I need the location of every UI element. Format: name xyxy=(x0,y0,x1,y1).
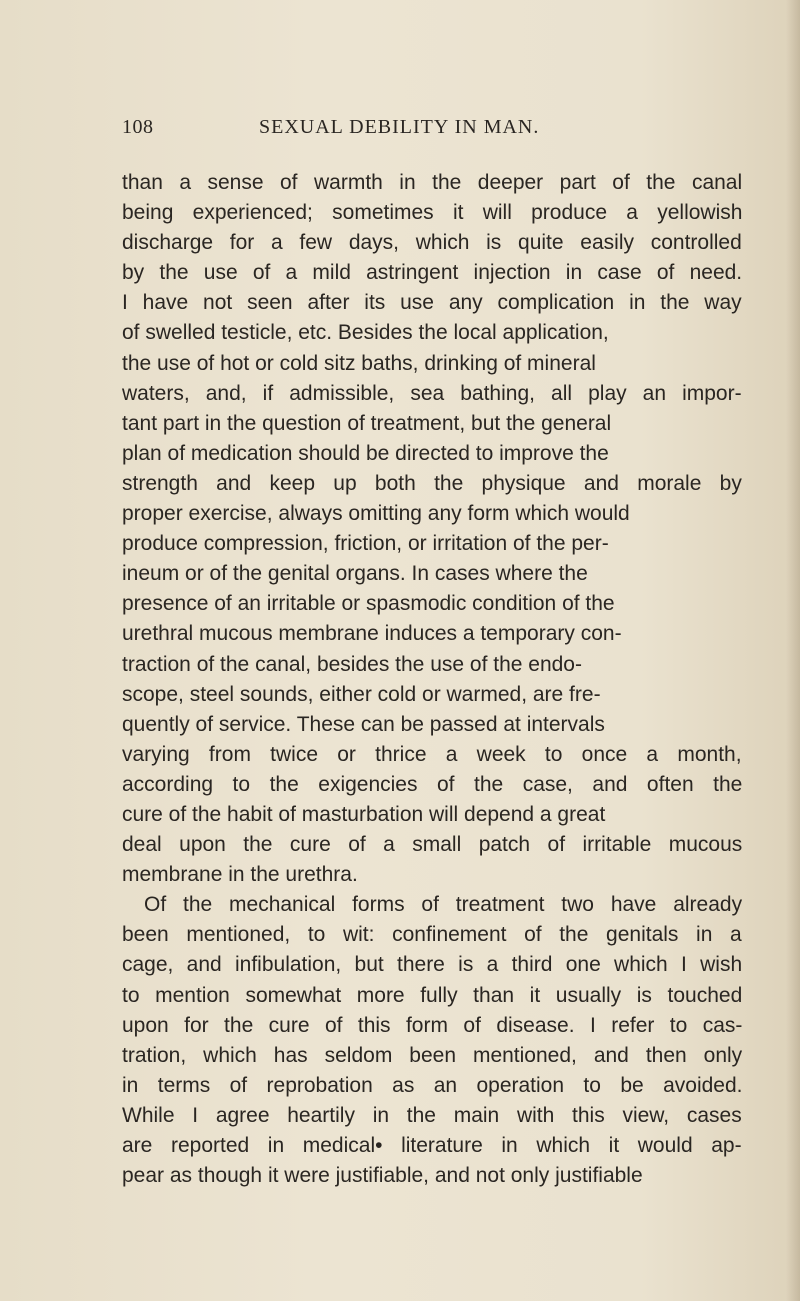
text-line: cage, and infibulation, but there is a third one which I wish xyxy=(122,953,743,977)
text-line: strength and keep up both the physique and morale by xyxy=(122,471,742,495)
running-title: SEXUAL DEBILITY IN MAN. xyxy=(259,116,540,138)
text-line: deal upon the cure of a small patch of irritable mucous xyxy=(122,833,743,857)
page-edge-shadow xyxy=(786,0,800,1301)
text-line: produce compression, friction, or irritation of the per- xyxy=(122,532,609,556)
text-line: quently of service. These can be passed at intervals xyxy=(122,712,605,736)
text-line: waters, and, if admissible, sea bathing, all play an impor- xyxy=(122,381,742,405)
text-line: cure of the habit of masturbation will depend a great xyxy=(122,802,606,826)
text-line: are reported in medical• literature in which it would ap- xyxy=(122,1134,742,1157)
body-text xyxy=(122,168,742,1191)
text-line: Of the mechanical forms of treatment two have already xyxy=(144,893,743,917)
running-head xyxy=(122,116,697,142)
text-line: according to the exigencies of the case, and often the xyxy=(122,772,743,796)
text-line: urethral mucous membrane induces a temporary con- xyxy=(122,622,622,646)
text-line: While I agree heartily in the main with this view, cases xyxy=(122,1103,742,1127)
text-line: presence of an irritable or spasmodic condition of the xyxy=(122,592,615,616)
text-line: to mention somewhat more fully than it usually is touched xyxy=(122,983,743,1007)
text-line: than a sense of warmth in the deeper part of the canal xyxy=(122,171,743,194)
text-line: of swelled testicle, etc. Besides the local application, xyxy=(122,321,609,345)
text-line: varying from twice or thrice a week to once a month, xyxy=(122,742,742,766)
text-line: being experienced; sometimes it will produce a yellowish xyxy=(122,201,743,225)
text-line: I have not seen after its use any complication in the way xyxy=(122,291,742,315)
text-line: discharge for a few days, which is quite easily controlled xyxy=(122,231,742,255)
text-line: upon for the cure of this form of disease. I refer to cas- xyxy=(122,1013,743,1037)
text-line: tant part in the question of treatment, but the general xyxy=(122,411,612,435)
text-line: tration, which has seldom been mentioned, and then only xyxy=(122,1043,743,1067)
text-line: been mentioned, to wit: confinement of the genitals in a xyxy=(122,923,742,947)
text-line: traction of the canal, besides the use of the endo- xyxy=(122,652,582,676)
text-line: in terms of reprobation as an operation to be avoided. xyxy=(122,1073,743,1097)
text-line: proper exercise, always omitting any form which would xyxy=(122,502,630,526)
page-number: 108 xyxy=(122,116,154,138)
text-line: ineum or of the genital organs. In cases where the xyxy=(122,562,588,586)
text-line: the use of hot or cold sitz baths, drinking of mineral xyxy=(122,351,596,375)
text-line: pear as though it were justifiable, and not only justifiable xyxy=(122,1164,643,1188)
text-line: scope, steel sounds, either cold or warmed, are fre- xyxy=(122,682,601,706)
text-line: plan of medication should be directed to improve the xyxy=(122,441,609,465)
text-line: by the use of a mild astringent injection in case of need. xyxy=(122,261,743,285)
text-line: membrane in the urethra. xyxy=(122,863,358,887)
